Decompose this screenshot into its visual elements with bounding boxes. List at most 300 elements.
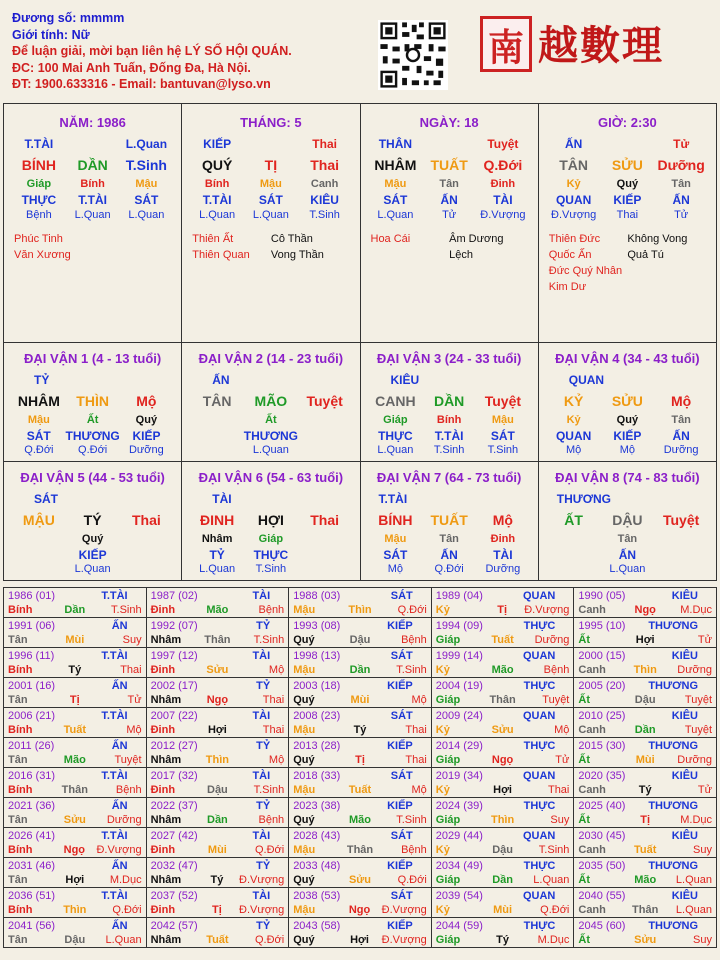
year-stem: Tân [8,874,28,886]
pillar-hidden-god-cell [66,137,120,151]
year-stage: Tuyệt [114,754,142,766]
daivan-life-stage-cell: Mộ [565,444,582,456]
year-label: 2039 (54) [435,890,483,902]
year-branch: Thìn [205,754,229,766]
daivan-content [4,343,181,461]
daivan-hidden-gods-cell [547,548,601,562]
year-top [436,889,570,903]
year-top [293,919,427,933]
year-bottom [151,933,285,947]
star-name: Âm Dương Lệch [449,233,504,261]
chart-grid [3,103,717,581]
year-god: KIẾP [387,740,413,752]
year-branch: Mùi [493,904,513,916]
owner-name: Đương số: mmmm [12,11,125,25]
year-branch: Dậu [64,934,86,946]
year-top [151,859,285,873]
daivan-stem-branch-cell: Tuyệt [484,393,522,409]
pillar-hidden-god-cell: Tử [673,137,690,151]
year-bottom [151,873,285,887]
year-stage: Bệnh [258,814,285,826]
year-god: T.TÀI [101,590,128,602]
pillar-life-stage-cell: L.Quan [128,209,165,221]
year-god: KIÊU [671,590,698,602]
year-bottom [578,663,712,677]
year-branch: Tý [353,724,367,736]
year-bottom [151,603,285,617]
daivan-hidden-gods-cell: THỰC [378,429,413,443]
year-top [293,859,427,873]
year-stem: Giáp [435,694,461,706]
year-god: TÀI [252,770,271,782]
year-stem: Canh [578,844,606,856]
pillar-hidden-god-cell [422,137,476,151]
year-label: 2020 (35) [578,770,626,782]
year-label: 2028 (43) [293,830,341,842]
daivan-title: ĐẠI VẬN 3 (24 - 33 tuổi) [376,351,522,366]
year-god: TÀI [252,590,271,602]
year-label: 2034 (49) [435,860,483,872]
year-row [4,918,717,948]
pillar-hidden-god-cell: KIẾP [203,137,232,151]
pillar-cell [538,104,716,343]
year-god: TỶ [256,620,271,632]
year-top [578,799,712,813]
year-bottom [151,693,285,707]
year-top [436,589,570,603]
daivan-hidden-gods-cell: THƯƠNG [65,429,120,443]
year-stem: Ất [578,754,590,766]
year-branch: Tý [68,664,82,676]
daivan-stem-branch-cell: Tuyệt [662,512,700,528]
year-label: 1993 (08) [293,620,341,632]
pillar-hidden-stems-cell: Bính [204,178,230,190]
year-stem: Ất [578,694,590,706]
year-stem: Tân [8,934,28,946]
daivan-life-stage [182,563,359,575]
year-bottom [578,843,712,857]
year-top [578,619,712,633]
year-branch: Hợi [635,634,655,646]
pillar-life-stage-cell: Tử [442,209,457,221]
year-branch: Sửu [491,724,514,736]
year-label: 1996 (11) [8,650,55,662]
pillar-hidden-stems-cell: Tân [439,178,459,190]
year-cell [574,618,717,648]
daivan-hidden-stems-cell: Quý [135,414,158,426]
year-cell [289,708,432,738]
year-cell [574,918,717,948]
year-row [4,828,717,858]
year-branch: Dần [634,724,656,736]
year-god: THƯƠNG [648,620,698,632]
pillar-content [4,104,181,342]
year-label: 2000 (15) [578,650,626,662]
year-stem: Bính [8,724,33,736]
daivan-hidden-stems-cell [298,414,352,426]
year-top [293,649,427,663]
year-bottom [293,843,427,857]
year-stem: Đinh [150,664,176,676]
year-branch: Dần [64,604,86,616]
daivan-hidden-stems-cell: Mậu [491,414,514,426]
year-stem: Kỷ [435,784,450,796]
pillar-title: GIỜ: 2:30 [597,115,657,130]
year-stage: Tử [697,784,713,796]
daivan-hidden-stems-cell: Mậu [27,414,50,426]
year-cell [289,858,432,888]
daivan-hidden-gods-cell: ẤN [672,429,690,443]
year-branch: Mùi [65,634,85,646]
pillar-content [361,104,538,342]
daivan-life-stage [4,563,181,575]
year-cell [146,678,289,708]
year-god: KIÊU [671,710,698,722]
year-god: KIẾP [387,920,413,932]
pillar-hidden-gods-cell: T.TÀI [202,193,232,207]
star-name: Văn Xương [14,249,71,261]
daivan-title: ĐẠI VẬN 7 (64 - 73 tuổi) [376,470,522,485]
daivan-hidden-gods [361,548,538,562]
year-label: 2012 (27) [150,740,198,752]
year-god: KIẾP [387,620,413,632]
daivan-god: TỶ [34,373,50,387]
pillar-life-stage-cell: Tử [674,209,689,221]
year-stem: Quý [293,934,315,946]
year-cell [431,888,574,918]
year-stage: L.Quan [533,874,570,886]
pillar-life-stage-cell: L.Quan [199,209,236,221]
year-god: QUAN [522,710,556,722]
daivan-life-stage [4,444,181,456]
daivan-stem-branch [361,393,538,409]
year-top [436,799,570,813]
daivan-god: KIÊU [390,373,420,387]
year-god: TÀI [252,890,271,902]
year-branch: Thìn [348,604,372,616]
pillar-cell [360,104,538,343]
year-branch: Mão [348,814,371,826]
year-god: ẤN [111,920,128,932]
daivan-hidden-gods-cell: KIẾP [132,429,161,443]
year-bottom [8,753,142,767]
year-stage: Dưỡng [677,754,713,766]
year-label: 1994 (09) [435,620,483,632]
pillar-hidden-gods-cell: ẤN [672,193,690,207]
daivan-content [539,343,716,461]
daivan-stem-branch-cell: TÂN [202,393,232,409]
year-god: T.TÀI [101,830,128,842]
year-branch: Dậu [634,694,656,706]
daivan-hidden-gods-cell: ẤN [618,548,637,562]
daivan-hidden-stems [4,533,181,545]
year-cell [4,858,147,888]
pillar-life-stage [182,209,359,221]
year-stage: Q.Đới [397,874,427,886]
year-stage: Mộ [554,724,570,736]
daivan-life-stage-cell [298,563,352,575]
year-label: 2044 (59) [435,920,483,932]
year-branch: Tuất [206,934,229,946]
year-label: 2001 (16) [8,680,56,692]
year-god: THỰC [523,740,556,752]
year-bottom [436,603,570,617]
daivan-life-stage-cell: Mộ [619,444,636,456]
year-stage: L.Quan [675,874,713,886]
daivan-life-stage-cell: Q.Đới [24,444,54,456]
year-stage: Tuyệt [684,724,713,736]
year-label: 2017 (32) [150,770,198,782]
daivan-hidden-stems-cell: Bính [436,414,462,426]
daivan-life-stage-cell [547,563,601,575]
year-stage: Thai [262,694,285,706]
year-bottom [8,693,142,707]
year-god: THƯƠNG [648,800,698,812]
year-top [436,709,570,723]
year-bottom [8,813,142,827]
year-branch: Tuất [633,844,657,856]
year-cell [431,708,574,738]
year-stem: Tân [8,634,28,646]
year-cell [431,828,574,858]
pillar-hidden-gods-cell: THỰC [21,193,57,207]
daivan-stem-branch [182,512,359,528]
daivan-title: ĐẠI VẬN 4 (34 - 43 tuổi) [555,351,700,366]
year-branch: Tị [69,694,80,706]
pillar-cell [182,104,360,343]
star-name: Thiên Quan [192,249,250,261]
year-bottom [293,753,427,767]
daivan-life-stage-cell: L.Quan [74,563,111,575]
daivan-stem-branch-cell: CANH [375,393,416,409]
year-bottom [293,693,427,707]
year-row [4,648,717,678]
daivan-stem-branch-cell: HỢI [257,512,284,528]
stars-col-2 [449,231,528,263]
annual-luck-table [3,587,717,948]
year-label: 2029 (44) [435,830,483,842]
year-label: 1992 (07) [150,620,198,632]
year-top [578,919,712,933]
year-top [8,679,142,693]
daivan-life-stage-cell: L.Quan [609,563,646,575]
year-bottom [436,663,570,677]
daivan-life-stage [539,444,716,456]
daivan-life-stage-cell: Dưỡng [485,563,521,575]
year-stem: Ất [578,934,590,946]
year-label: 2042 (57) [150,920,198,932]
star-name: Hoa Cái [370,233,411,245]
daivan-cell [360,343,538,462]
year-stage: T.Sinh [111,604,142,616]
year-stage: Suy [550,814,570,826]
year-branch: Mùi [350,694,370,706]
year-label: 2011 (26) [8,740,55,752]
year-god: TỶ [256,860,271,872]
daivan-hidden-gods-cell: QUAN [555,429,592,443]
year-label: 1988 (03) [293,590,341,602]
daivan-life-stage-cell: L.Quan [199,563,236,575]
year-bottom [293,723,427,737]
daivan-god: THƯƠNG [556,492,611,506]
pillar-hidden-stems-cell: Mậu [384,178,407,190]
year-god: THỰC [523,920,556,932]
year-label: 2010 (25) [578,710,626,722]
pillar-hidden-god-cell: THÂN [378,137,413,151]
year-bottom [436,753,570,767]
year-cell [289,798,432,828]
daivan-hidden-gods-cell: THƯƠNG [243,429,298,443]
pillar-hidden-god-cell [601,137,655,151]
daivan-hidden-stems [4,414,181,426]
year-stage: Tử [697,634,713,646]
year-cell [574,678,717,708]
year-stage: Suy [693,844,713,856]
year-god: THỰC [523,860,556,872]
daivan-hidden-gods [539,429,716,443]
year-label: 2041 (56) [8,920,56,932]
year-god: KIẾP [387,860,413,872]
year-stem: Mậu [293,844,316,856]
year-cell [431,588,574,618]
year-stem: Bính [8,664,33,676]
year-stem: Quý [293,874,315,886]
year-label: 2003 (18) [293,680,341,692]
year-branch: Thân [204,634,231,646]
year-label: 2035 (50) [578,860,626,872]
year-cell [574,768,717,798]
pillar-hidden-gods-cell: SÁT [134,193,159,207]
year-top [578,889,712,903]
year-top [8,739,142,753]
year-stem: Tân [8,694,28,706]
year-branch: Thân [346,844,374,856]
year-branch: Tị [497,604,507,616]
daivan-hidden-stems-cell: Đinh [490,533,516,545]
year-bottom [578,723,712,737]
pillar-hidden-gods [182,193,359,207]
year-god: SÁT [390,890,413,902]
year-label: 2030 (45) [578,830,626,842]
year-cell [146,798,289,828]
year-stem: Nhâm [150,634,182,646]
year-stem: Nhâm [150,754,182,766]
daivan-stem-branch-cell: Thai [131,512,161,528]
year-label: 2038 (53) [293,890,341,902]
daivan-content [361,462,538,580]
year-branch: Sửu [206,664,229,676]
year-stage: Bệnh [401,634,427,646]
pillar-life-stage-cell: Đ.Vượng [551,209,597,221]
year-branch: Dần [349,664,371,676]
daivan-life-stage-cell: Q.Đới [78,444,108,456]
year-top [8,829,142,843]
year-branch: Tuất [491,634,514,646]
year-bottom [8,783,142,797]
year-row [4,738,717,768]
year-god: SÁT [390,710,413,722]
year-god: ẤN [111,680,128,692]
year-top [8,619,142,633]
daivan-hidden-stems [361,414,538,426]
daivan-cell [538,343,716,462]
year-row [4,768,717,798]
pillar-stem-branch [4,157,181,173]
year-cell [574,888,717,918]
daivan-life-stage [361,563,538,575]
year-stem: Tân [8,754,28,766]
star-name: Không Vong [627,233,688,245]
pillar-stem-branch-cell: BÍNH [21,157,56,173]
year-god: T.TÀI [101,890,128,902]
daivan-hidden-stems-cell: Tân [671,414,691,426]
year-top [436,739,570,753]
year-stage: Tử [127,694,142,706]
star-name: Thiên Đức [548,233,601,245]
year-branch: Dậu [492,844,513,856]
year-label: 2032 (47) [150,860,198,872]
year-top [436,859,570,873]
year-bottom [578,873,712,887]
year-stem: Nhâm [150,934,182,946]
year-cell [146,828,289,858]
year-stem: Kỷ [435,904,450,916]
daivan-stem-branch-cell: NHÂM [17,393,60,409]
stars-col-2 [271,231,350,263]
pillar-stem-branch-cell: T.Sinh [125,157,167,173]
year-cell [431,618,574,648]
year-stage: Q.Đới [254,934,285,946]
year-cell [574,858,717,888]
year-row [4,858,717,888]
year-branch: Ngọ [634,604,656,616]
year-bottom [578,813,712,827]
daivan-stem-branch-cell: TUẤT [430,512,468,528]
year-stage: Bệnh [258,604,285,616]
year-god: ẤN [111,860,128,872]
daivan-hidden-stems [182,414,359,426]
year-stage: Thai [405,754,427,766]
daivan-hidden-gods-cell [120,548,174,562]
year-bottom [8,603,142,617]
year-label: 2015 (30) [578,740,626,752]
daivan-life-stage-cell: Dưỡng [663,444,699,456]
year-god: T.TÀI [101,710,128,722]
year-top [151,919,285,933]
year-stem: Mậu [293,664,316,676]
year-branch: Ngọ [491,754,514,766]
year-top [151,649,285,663]
daivan-life-stage-cell [190,444,244,456]
pillar-stem-branch-cell: TỊ [264,157,278,173]
year-stage: Mộ [126,724,142,736]
contact-phone-email: ĐT: 1900.633316 - Email: bantuvan@lyso.vn [12,77,271,91]
daivan-hidden-gods-cell [298,429,352,443]
year-bottom [8,723,142,737]
year-top [436,679,570,693]
year-cell [146,588,289,618]
pillar-hidden-god [182,137,359,151]
daivan-stem-branch-cell: KỶ [563,393,584,409]
year-label: 1999 (14) [435,650,483,662]
year-bottom [151,753,285,767]
year-cell [4,738,147,768]
daivan-hidden-gods-cell: KIẾP [613,429,642,443]
year-god: KIÊU [671,770,698,782]
daivan-stem-branch [4,393,181,409]
daivan-content [4,462,181,580]
pillar-hidden-god-cell: Thai [312,137,337,151]
